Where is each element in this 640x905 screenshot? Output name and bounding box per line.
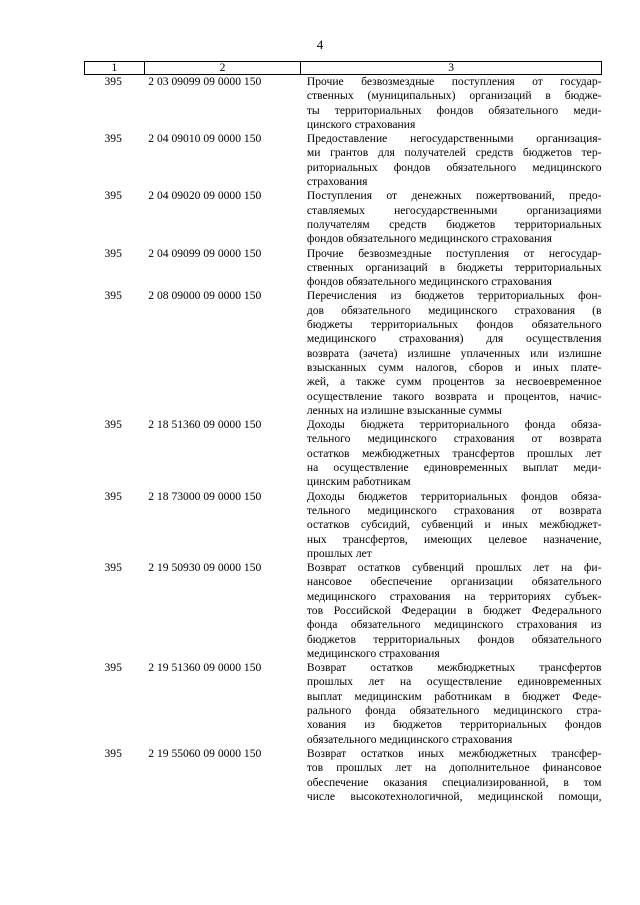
description-line: выплат медицинским работникам в бюджет Феде- xyxy=(306,689,602,703)
description-line: прошлых лет на осуществление единовременных xyxy=(306,675,602,689)
description-cell xyxy=(301,490,602,561)
description-line: Доходы бюджетов территориальных фондов обяза- xyxy=(306,489,602,503)
admin-code-cell: 395 xyxy=(104,289,122,303)
description-line: ми грантов для получателей средств бюджетов тер- xyxy=(306,146,602,160)
page-number: 4 xyxy=(316,37,324,52)
description-line: рального фонда обязательного медицинского стра- xyxy=(306,704,602,718)
description-line: ных трансфертов, имеющих целевое назначение, xyxy=(306,532,602,546)
admin-code-cell: 395 xyxy=(104,189,122,203)
description-line: числе высокотехнологичной, медицинской помощи, xyxy=(306,789,602,803)
budget-code-cell: 2 04 09020 09 0000 150 xyxy=(148,189,262,203)
budget-code-cell: 2 18 51360 09 0000 150 xyxy=(148,418,262,432)
description-cell xyxy=(301,75,602,133)
description-line: цинского страхования xyxy=(306,117,416,131)
description-line: Перечисления из бюджетов территориальных фон- xyxy=(306,289,602,303)
description-cell xyxy=(301,189,602,246)
description-cell xyxy=(301,561,602,661)
budget-code-cell: 2 08 09000 09 0000 150 xyxy=(148,289,262,303)
description-line: тов прошлых лет на дополнительное финансовое xyxy=(306,761,602,775)
table-row xyxy=(85,132,602,189)
table-header-row xyxy=(85,62,602,75)
budget-code-cell: 2 04 09099 09 0000 150 xyxy=(148,246,262,260)
description-line: Поступления от денежных пожертвований, предо- xyxy=(306,189,602,203)
description-line: медицинского страхования xyxy=(306,646,440,660)
description-line: Возврат остатков субвенций прошлых лет на фи- xyxy=(306,561,602,575)
description-line: медицинского страхования) для осуществления xyxy=(306,332,602,346)
description-line: страхования xyxy=(306,175,368,189)
admin-code-cell: 395 xyxy=(104,418,122,432)
description-line: Предоставление негосударственными организация- xyxy=(306,132,602,146)
column-header-3: 3 xyxy=(301,62,602,75)
description-line: ленных на излишне взысканные суммы xyxy=(306,403,502,417)
description-line: фонда обязательного медицинского страхования из xyxy=(306,618,602,632)
description-line: хования из бюджетов территориальных фондов xyxy=(306,718,602,732)
description-cell xyxy=(301,747,602,804)
description-line: жей, а также сумм процентов за несвоевременное xyxy=(306,375,602,389)
budget-code-cell: 2 04 09010 09 0000 150 xyxy=(148,132,262,146)
description-line: ственных организаций в бюджеты территориальных xyxy=(306,260,602,274)
description-line: ты территориальных фондов обязательного меди- xyxy=(306,103,602,117)
column-header-2: 2 xyxy=(144,62,301,75)
description-line: фондов обязательного медицинского страхования xyxy=(306,275,552,289)
table-row xyxy=(85,747,602,804)
description-line: обеспечение оказания специализированной, в том xyxy=(306,775,602,789)
admin-code-cell: 395 xyxy=(104,246,122,260)
table-row xyxy=(85,661,602,747)
description-line: Доходы бюджета территориального фонда обяза- xyxy=(306,418,602,432)
description-line: цинским работникам xyxy=(306,475,411,489)
description-line: остатков межбюджетных трансфертов прошлых лет xyxy=(306,446,602,460)
table-row xyxy=(85,418,602,489)
description-line: дов обязательного медицинского страхования (в xyxy=(306,303,602,317)
description-line: тов Российской Федерации в бюджет Федерального xyxy=(306,603,602,617)
admin-code-cell: 395 xyxy=(104,75,122,88)
description-line: тельного медицинского страхования от возврата xyxy=(306,432,602,446)
description-cell xyxy=(301,418,602,489)
budget-code-cell: 2 18 73000 09 0000 150 xyxy=(148,489,262,503)
description-line: обязательного медицинского страхования xyxy=(306,732,513,746)
description-line: Возврат остатков межбюджетных трансфертов xyxy=(306,661,602,675)
description-line: Прочие безвозмездные поступления от государ- xyxy=(306,75,602,88)
description-line: взысканных сумм налогов, сборов и иных плате- xyxy=(306,360,602,374)
description-line: риториальных фондов обязательного медицинского xyxy=(306,160,602,174)
admin-code-cell: 395 xyxy=(104,661,122,675)
table-row xyxy=(85,561,602,661)
description-line: тельного медицинского страхования от возврата xyxy=(306,503,602,517)
budget-code-cell: 2 19 50930 09 0000 150 xyxy=(148,561,262,575)
description-line: фондов обязательного медицинского страхования xyxy=(306,232,552,246)
description-line: ственных (муниципальных) организаций в бюдже- xyxy=(306,89,602,103)
description-line: получателям средств бюджетов территориальных xyxy=(306,217,602,231)
admin-code-cell: 395 xyxy=(104,489,122,503)
description-line: осуществление такого возврата и процентов, начис- xyxy=(306,389,602,403)
admin-code-cell: 395 xyxy=(104,132,122,146)
table-row xyxy=(85,189,602,246)
description-line: остатков субсидий, субвенций и иных межбюджет- xyxy=(306,518,602,532)
table-row xyxy=(85,289,602,418)
budget-codes-table xyxy=(84,61,602,804)
description-line: бюджеты территориальных фондов обязательного xyxy=(306,318,602,332)
budget-code-cell: 2 19 55060 09 0000 150 xyxy=(148,746,262,760)
description-line: бюджетов территориальных фондов обязательного xyxy=(306,632,602,646)
description-cell xyxy=(301,247,602,290)
admin-code-cell: 395 xyxy=(104,561,122,575)
description-cell xyxy=(301,132,602,189)
description-line: медицинского страхования на территориях субъек- xyxy=(306,589,602,603)
description-cell xyxy=(301,289,602,418)
description-line: на осуществление единовременных выплат меди- xyxy=(306,461,602,475)
budget-code-cell: 2 03 09099 09 0000 150 xyxy=(148,75,262,88)
description-line: ставляемых негосударственными организациями xyxy=(306,203,602,217)
admin-code-cell: 395 xyxy=(104,746,122,760)
table-row xyxy=(85,490,602,561)
budget-code-cell: 2 19 51360 09 0000 150 xyxy=(148,661,262,675)
description-cell xyxy=(301,661,602,747)
description-line: прошлых лет xyxy=(306,546,372,560)
table-row xyxy=(85,75,602,133)
description-line: возврата (зачета) излишне уплаченных или излишне xyxy=(306,346,602,360)
description-line: нансовое обеспечение организации обязательного xyxy=(306,575,602,589)
description-line: Возврат остатков иных межбюджетных трансфер- xyxy=(306,746,602,760)
table-row xyxy=(85,247,602,290)
column-header-1: 1 xyxy=(85,62,145,75)
description-line: Прочие безвозмездные поступления от негосудар- xyxy=(306,246,602,260)
